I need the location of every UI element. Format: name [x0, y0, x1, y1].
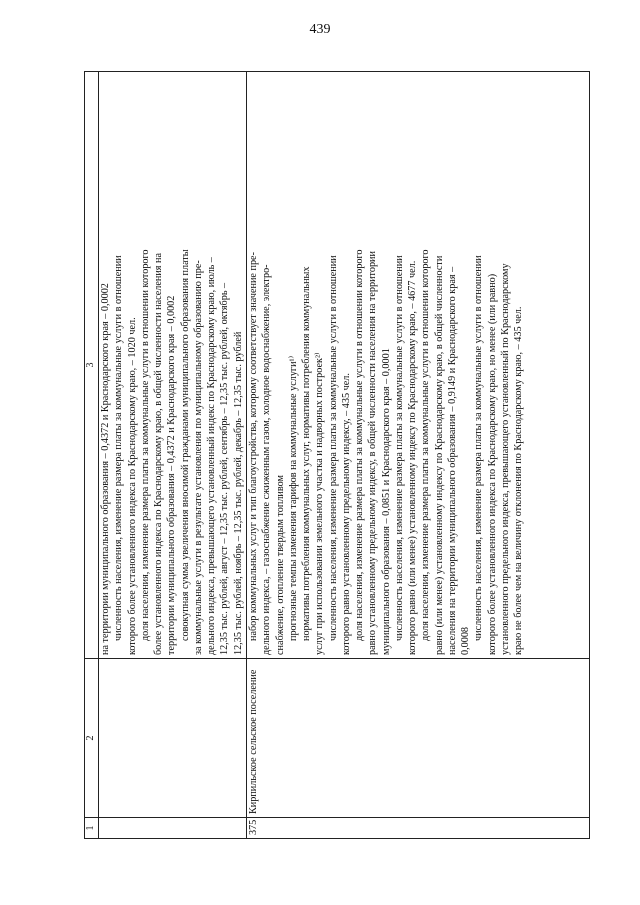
- text-line: краю не более чем на величину отклонения по Краснодарскому краю, – 435 чел.: [513, 306, 524, 655]
- text-line: численность населения, изменение размера платы за коммунальные услуги в отношении: [113, 255, 125, 641]
- indicators-cell: [99, 72, 247, 659]
- text-line: набор коммунальных услуг и тип благоустройства, которому соответствует значение пре-: [248, 252, 259, 641]
- table-row-continuation: [99, 72, 247, 839]
- rotated-table-container: [84, 71, 590, 839]
- text-line: на территории муниципального образования – 0,4372 и Краснодарского края – 0,0002: [100, 283, 111, 655]
- text-line: услуг при использовании земельного участка и надворных построек²⁾: [314, 352, 326, 655]
- text-line: доля населения, изменение размера платы за коммунальные услуги в отношении которого: [354, 249, 365, 641]
- text-line: которого равно установленному предельному индексу, – 435 чел.: [340, 373, 352, 655]
- text-line: муниципального образования – 0,0851 и Краснодарского края – 0,0001: [380, 348, 392, 655]
- text-line: снабжение, отопление твердым топливом: [274, 475, 286, 655]
- settlement-cell: [99, 659, 247, 818]
- row-number-cell: 375: [247, 818, 590, 839]
- column-header-2: 2: [85, 659, 99, 818]
- column-header-1: 1: [85, 818, 99, 839]
- text-line: равно (или менее) установленному индексу по Краснодарскому краю, в общей численности: [433, 255, 445, 655]
- text-line: совокупная сумма увеличения вносимой гражданами муниципального образования платы: [179, 249, 191, 641]
- text-line: которого более установленного индекса по Краснодарскому краю, – 1020 чел.: [126, 317, 138, 655]
- text-line: нормативы потребления коммунальных услуг, нормативы потребления коммунальных: [301, 266, 312, 641]
- text-line: доля населения, изменение размера платы за коммунальные услуги в отношении которого: [420, 249, 432, 641]
- text-line: более установленного индекса по Краснодарскому краю, в общей численности населения на: [153, 252, 164, 655]
- text-line: 12,35 тыс. рублей, август – 12,35 тыс. рублей, сентябрь – 12,35 тыс. рублей, октябрь –: [219, 282, 231, 655]
- text-line: дельного индекса, превышающего установленный индекс по Краснодарскому краю, июль –: [206, 257, 217, 655]
- table-row-375: [247, 72, 590, 839]
- document-table: [84, 71, 590, 839]
- text-line: за коммунальные услуги в результате установления по муниципальному образованию пре-: [192, 260, 204, 655]
- text-line: дельного индекса, – газоснабжение сжиженным газом, холодное водоснабжение, электро-: [261, 264, 273, 655]
- column-header-3: 3: [85, 72, 99, 659]
- text-line: равно установленному предельному индексу, в общей численности населения на территории: [367, 251, 379, 655]
- text-line: территории муниципального образования – 0,4372 и Краснодарского края – 0,0002: [166, 295, 178, 655]
- text-line: населения на территории муниципального образования – 0,9149 и Краснодарского края –: [446, 266, 458, 655]
- text-line: доля населения, изменение размера платы за коммунальные услуги в отношении которого: [139, 249, 151, 641]
- table-header-row: [85, 72, 99, 839]
- text-line: численность населения, изменение размера платы за коммунальные услуги в отношении: [327, 255, 339, 641]
- page-number: 439: [309, 22, 331, 37]
- text-line: 12,35 тыс. рублей, ноябрь – 12,35 тыс. рублей, декабрь – 12,35 тыс. рублей: [232, 331, 244, 655]
- text-line: численность населения, изменение размера платы за коммунальные услуги в отношении: [393, 255, 405, 641]
- settlement-name-cell: Кирпильское сельское поселение: [247, 659, 590, 818]
- text-line: прогнозные темпы изменения тарифов на коммунальные услуги¹⁾: [287, 355, 299, 641]
- indicators-cell: [247, 72, 590, 659]
- text-line: 0,0008: [460, 626, 471, 655]
- text-line: которого равно (или менее) установленному индексу по Краснодарскому краю, – 4677 чел.: [407, 260, 418, 655]
- text-line: которого более установленного индекса по Краснодарскому краю, но менее (или равно): [486, 273, 498, 655]
- text-line: численность населения, изменение размера платы за коммунальные услуги в отношении: [473, 255, 485, 641]
- row-number-cell: [99, 818, 247, 839]
- text-line: установленного предельного индекса, превышающего установленный по Краснодарскому: [499, 263, 511, 655]
